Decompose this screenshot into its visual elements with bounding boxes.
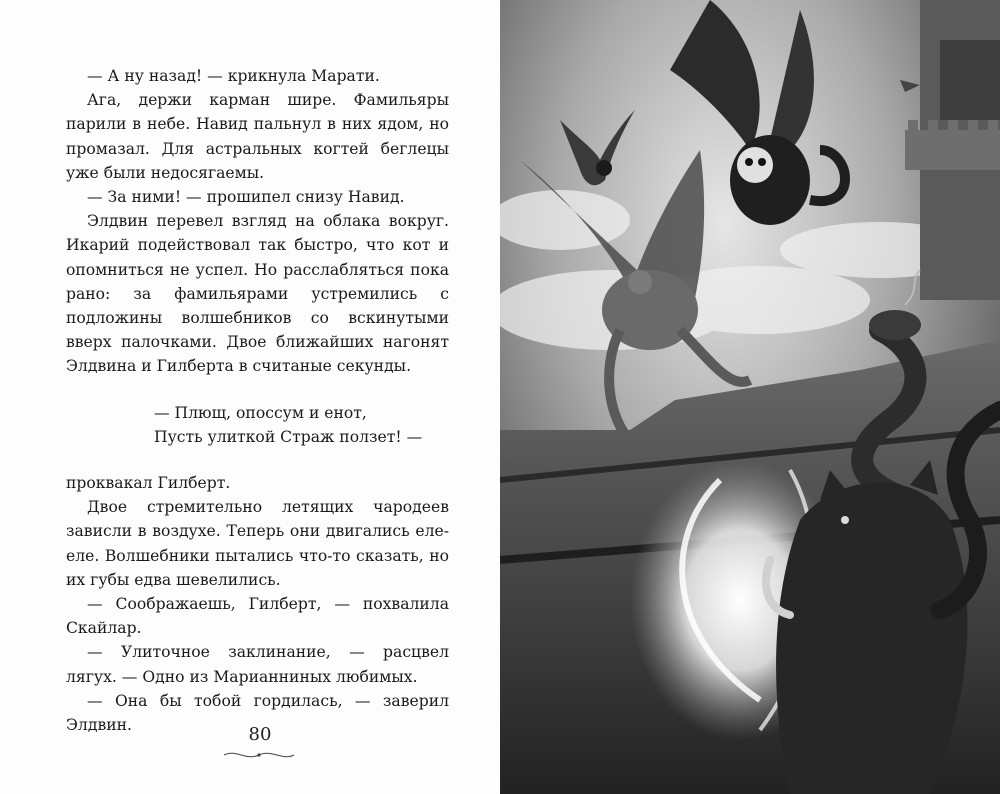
paragraph: Элдвин перевел взгляд на облака вокруг. Икарий подействовал так быстро, что кот и опомниться не успел. Но расслабляться пока рано: за фамильярами устремились с подложины волшебников со вскинутыми вверх палочками. Двое ближайших нагонят Элдвина и Гилберта в считаные секунды. <box>66 212 449 376</box>
paragraph: — Она бы тобой гордилась, — заверил Элдвин. <box>66 691 449 735</box>
illustration-art <box>500 0 1000 794</box>
illustration <box>500 0 1000 794</box>
verse <box>154 401 449 449</box>
paragraph: Двое стремительно летящих чародеев зависли в воздухе. Теперь они двигались еле-еле. Волшебники пытались что-то сказать, но их губы едва шевелились. <box>66 498 449 589</box>
paragraph: — Улиточное заклинание, — расцвел лягух. — Одно из Марианниных любимых. <box>66 643 449 686</box>
verse-line: — Плющ, опоссум и енот, <box>154 403 367 422</box>
paragraph: проквакал Гилберт. <box>66 474 231 493</box>
flourish-ornament-icon <box>222 748 296 762</box>
page-number: 80 <box>248 724 272 745</box>
body-text <box>66 64 449 737</box>
paragraph: — Соображаешь, Гилберт, — похвалила Скайлар. <box>66 595 449 638</box>
verse-line: Пусть улиткой Страж ползет! — <box>154 427 423 446</box>
paragraph: — А ну назад! — крикнула Марати. <box>87 67 380 85</box>
paragraph: — За ними! — прошипел снизу Навид. <box>87 188 405 207</box>
paragraph: Ага, держи карман шире. Фамильяры парили в небе. Навид пальнул в них ядом, но промазал. Для астральных когтей беглецы уже были недосягаемы. <box>66 91 449 182</box>
